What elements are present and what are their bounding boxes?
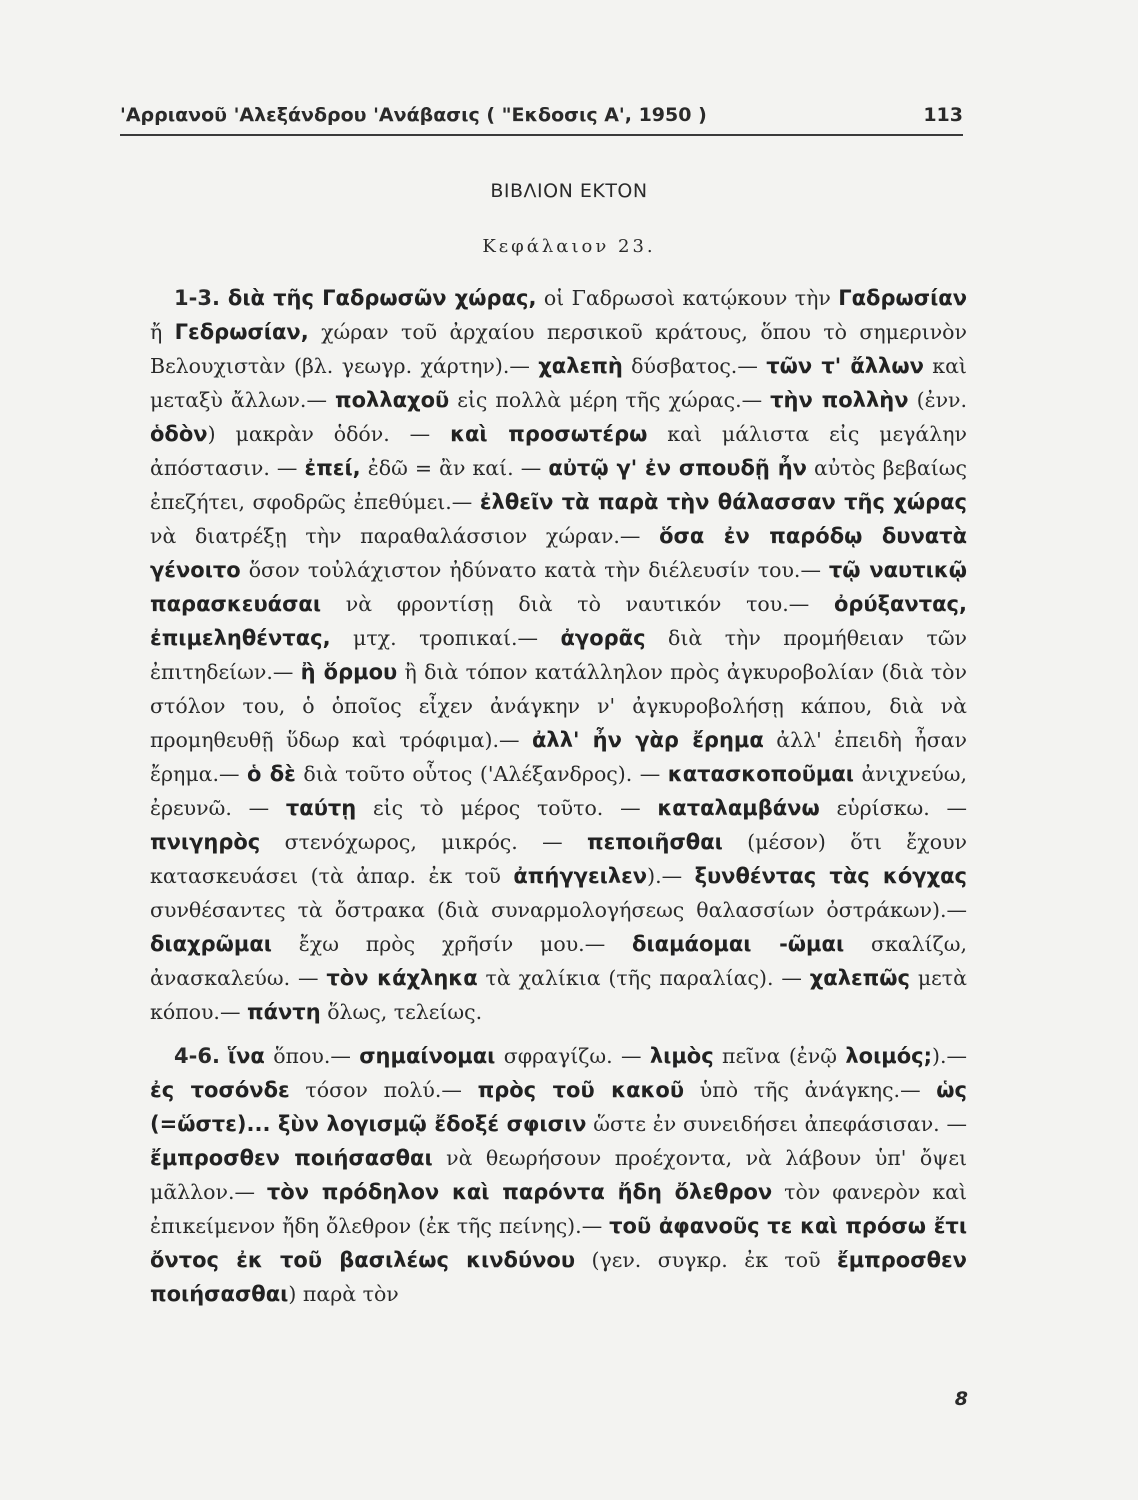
gloss: ) παρὰ τὸν	[288, 1282, 399, 1306]
lemma: τὸν πρόδηλον καὶ παρόντα ἤδη ὄλεθρον	[266, 1180, 773, 1204]
lemma: διαχρῶμαι	[150, 932, 272, 956]
gloss: ἀνιχνεύω, ἐρευνῶ. —	[150, 762, 967, 820]
gloss: (γεν. συγκρ. ἐκ τοῦ	[575, 1248, 837, 1272]
gloss: ἐδῶ = ἂν καί. —	[360, 456, 549, 480]
gloss: εὑρίσκω. —	[819, 796, 967, 820]
lemma: ἢ ὅρμου	[300, 660, 398, 684]
gloss: ἢ διὰ τόπον κατάλληλον πρὸς ἀγκυροβολίαν (διὰ τὸν στόλον του, ὁ ὁποῖος εἶχεν ἀνάγκην ν' ἀγκυροβολήσῃ κάπου, διὰ νὰ προμηθευθῇ ὕδωρ καὶ τρόφιμα).—	[150, 660, 967, 752]
section-number: 1-3.	[174, 286, 220, 310]
gloss: οἱ Γαδρωσοὶ κατῴκουν τὴν	[536, 286, 839, 310]
gloss: ὅλως, τελείως.	[320, 1000, 483, 1024]
lemma: τοῦ ἀφανοῦς τε καὶ πρόσω ἔτι ὄντος ἐκ τοῦ βασιλέως κινδύνου	[150, 1214, 968, 1272]
gloss: νὰ διατρέξῃ τὴν παραθαλάσσιον χώραν.—	[150, 524, 660, 548]
lemma: Γαδρωσίαν	[838, 286, 967, 310]
body-text	[150, 281, 967, 1311]
lemma: ὁδὸν	[150, 422, 208, 446]
lemma: πνιγηρὸς	[150, 830, 261, 854]
lemma: ἔμπροσθεν ποιήσασθαι	[150, 1146, 433, 1170]
gloss: ) μακρὰν ὁδόν. —	[207, 422, 451, 446]
gloss: διὰ τοῦτο οὗτος ('Αλέξανδρος). —	[295, 762, 668, 786]
lemma: τῶν τ' ἄλλων	[766, 354, 924, 378]
lemma: ὅσα ἐν παρόδῳ δυνατὰ γένοιτο	[150, 524, 968, 582]
gloss: μετὰ κόπου.—	[150, 966, 967, 1024]
gloss: σφραγίζω. —	[495, 1044, 650, 1068]
gloss: εἰς τὸ μέρος τοῦτο. —	[356, 796, 658, 820]
gloss: ἔχω πρὸς χρῆσίν μου.—	[271, 932, 633, 956]
gloss: ).—	[647, 864, 695, 888]
lemma: πάντη	[246, 1000, 321, 1024]
lemma: τὴν πολλὴν	[770, 388, 909, 412]
lemma: λοιμός;	[845, 1044, 932, 1068]
gloss: μτχ. τροπικαί.—	[330, 626, 561, 650]
gloss: ἤ	[150, 320, 175, 344]
lemma: ἀλλ' ἦν γὰρ ἔρημα	[531, 728, 764, 752]
book-title: ΒΙΒΛΙΟΝ ΕΚΤΟΝ	[490, 180, 648, 202]
gloss: ὅπου.—	[264, 1044, 360, 1068]
lemma: ἀγορᾶς	[560, 626, 646, 650]
gloss: (μέσον) ὅτι ἔχουν κατασκευάσει (τὰ ἀπαρ. ἐκ τοῦ	[150, 830, 967, 888]
lemma: ὁ δὲ	[247, 762, 296, 786]
section-number: 4-6.	[174, 1044, 220, 1068]
lemma: ὀρύξαντας, ἐπιμεληθέντας,	[150, 592, 967, 650]
lemma: κατασκοποῦμαι	[667, 762, 854, 786]
gloss: συνθέσαντες τὰ ὄστρακα (διὰ συναρμολογήσεως θαλασσίων ὀστράκων).—	[150, 898, 967, 922]
gloss: εἰς πολλὰ μέρη τῆς χώρας.—	[449, 388, 771, 412]
signature-mark: 8	[954, 1388, 968, 1410]
lemma: καταλαμβάνω	[657, 796, 820, 820]
gloss: αὐτὸς βεβαίως ἐπεζήτει, σφοδρῶς ἐπεθύμει.—	[150, 456, 967, 514]
lemma: αὐτῷ γ' ἐν σπουδῇ ἦν	[548, 456, 807, 480]
lemma: πρὸς τοῦ κακοῦ	[477, 1078, 685, 1102]
lemma: ὡς (=ὥστε)... ξὺν λογισμῷ ἔδοξέ σφισιν	[150, 1078, 967, 1136]
lemma: σημαίνομαι	[359, 1044, 496, 1068]
lemma: Γεδρωσίαν,	[174, 320, 309, 344]
header-title: 'Αρριανοῦ 'Αλεξάνδρου 'Ανάβασις ( "Εκδοσις Α', 1950 )	[120, 104, 707, 126]
running-header	[120, 104, 963, 126]
lemma: πεποιῆσθαι	[586, 830, 723, 854]
gloss: καὶ μάλιστα εἰς μεγάλην ἀπόστασιν. —	[150, 422, 967, 480]
gloss: διὰ τὴν προμήθειαν τῶν ἐπιτηδείων.—	[150, 626, 968, 684]
gloss: χώραν τοῦ ἀρχαίου περσικοῦ κράτους, ὅπου τὸ σημερινὸν Βελουχιστὰν (βλ. γεωγρ. χάρτην).—	[150, 320, 967, 378]
lemma: τῷ ναυτικῷ παρασκευάσαι	[150, 558, 967, 616]
lemma: διαμάομαι -ῶμαι	[632, 932, 845, 956]
lemma: χαλεπῶς	[809, 966, 910, 990]
commentary-paragraph	[150, 1039, 967, 1311]
gloss: ὑπὸ τῆς ἀνάγκης.—	[684, 1078, 937, 1102]
chapter-title: Κεφάλαιον 23.	[482, 236, 656, 257]
gloss: (ἐνν.	[908, 388, 968, 412]
gloss: νὰ θεωρήσουν προέχοντα, νὰ λάβουν ὑπ' ὄψει μᾶλλον.—	[150, 1146, 967, 1204]
gloss: ἀλλ' ἐπειδὴ ἦσαν ἔρημα.—	[150, 728, 967, 786]
gloss: ὥστε ἐν συνειδήσει ἀπεφάσισαν. —	[586, 1112, 967, 1136]
lemma: καὶ προσωτέρω	[450, 422, 648, 446]
lemma: πολλαχοῦ	[335, 388, 450, 412]
gloss: σκαλίζω, ἀνασκαλεύω. —	[150, 932, 967, 990]
lemma: ἐπεί,	[304, 456, 361, 480]
gloss: τὸν φανερὸν καὶ ἐπικείμενον ἤδη ὄλεθρον (ἐκ τῆς πείνης).—	[150, 1180, 967, 1238]
lemma: τὸν κάχληκα	[326, 966, 478, 990]
gloss: τὰ χαλίκια (τῆς παραλίας). —	[477, 966, 810, 990]
lemma: ταύτῃ	[285, 796, 357, 820]
gloss: νὰ φροντίσῃ διὰ τὸ ναυτικόν του.—	[321, 592, 834, 616]
gloss: δύσβατος.—	[622, 354, 767, 378]
gloss: πεῖνα (ἐνῷ	[713, 1044, 846, 1068]
gloss: στενόχωρος, μικρός. —	[260, 830, 587, 854]
gloss: καὶ μεταξὺ ἄλλων.—	[150, 354, 967, 412]
lemma: χαλεπὴ	[538, 354, 623, 378]
gloss: ὅσον τοὐλάχιστον ἠδύνατο κατὰ τὴν διέλευσίν του.—	[240, 558, 829, 582]
lemma: λιμὸς	[649, 1044, 714, 1068]
lemma: ἀπήγγειλεν	[513, 864, 648, 888]
lemma: ξυνθέντας τὰς κόγχας	[694, 864, 968, 888]
commentary-paragraph	[150, 281, 967, 1029]
gloss: τόσον πολύ.—	[289, 1078, 478, 1102]
gloss: ).—	[931, 1044, 967, 1068]
lemma: ἵνα	[227, 1044, 265, 1068]
page-number: 113	[923, 104, 963, 126]
lemma: διὰ τῆς Γαδρωσῶν χώρας,	[227, 286, 537, 310]
lemma: ἐς τοσόνδε	[150, 1078, 290, 1102]
lemma: ἐλθεῖν τὰ παρὰ τὴν θάλασσαν τῆς χώρας	[479, 490, 968, 514]
lemma: ἔμπροσθεν ποιήσασθαι	[150, 1248, 967, 1306]
header-rule	[120, 134, 963, 136]
